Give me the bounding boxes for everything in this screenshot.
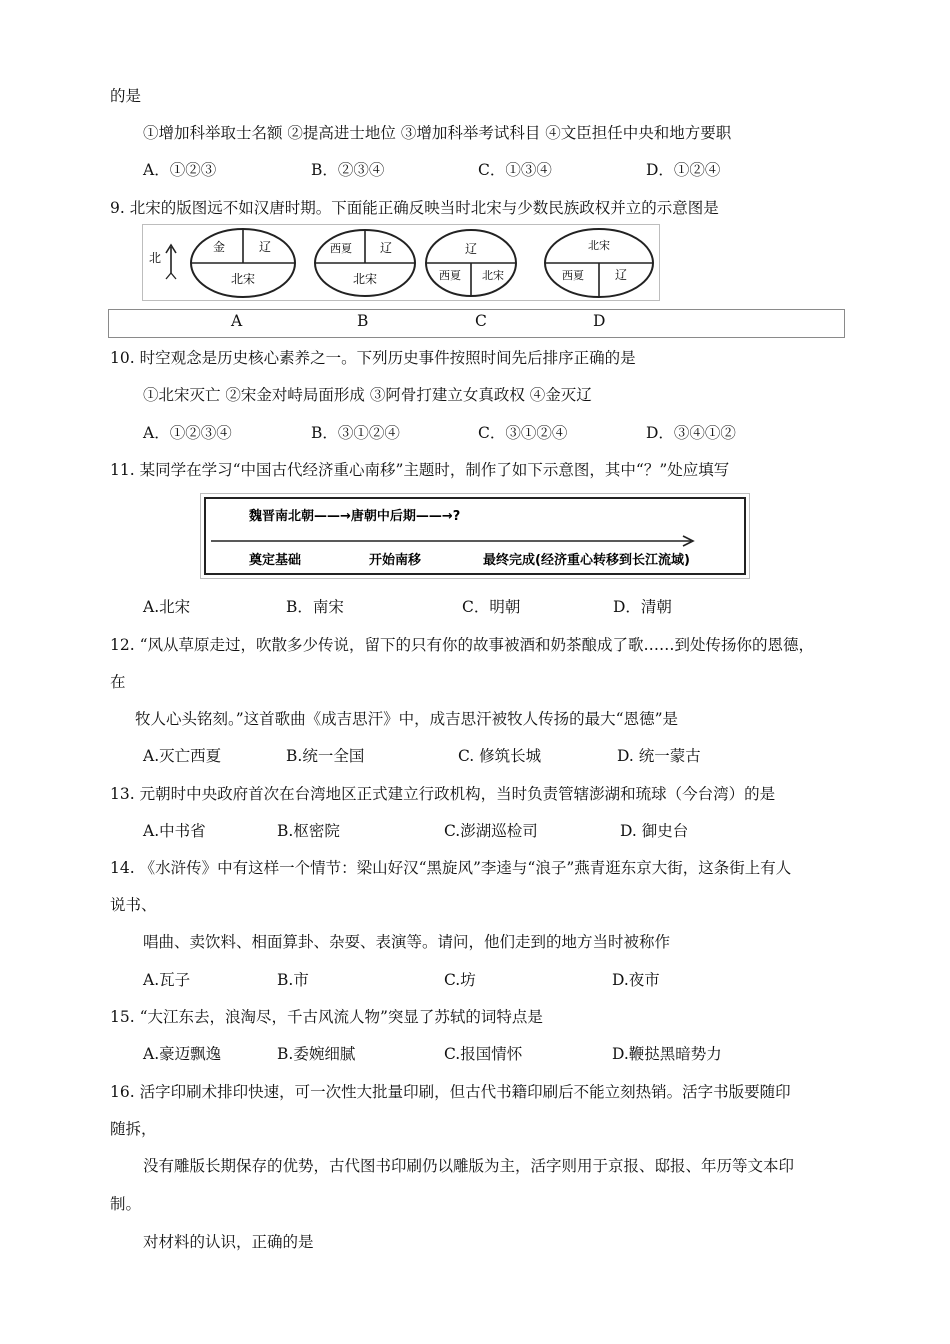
- q14-option-a: A.瓦子: [143, 971, 191, 989]
- q13-option-b: B.枢密院: [277, 822, 340, 840]
- q13-option-a: A.中书省: [143, 822, 206, 840]
- q11-stage-1: 奠定基础: [249, 553, 302, 568]
- q13-option-d: D. 御史台: [620, 822, 689, 840]
- map-diagram-b: [315, 230, 415, 296]
- q13-stem: 13. 元朝时中央政府首次在台湾地区正式建立行政机构，当时负责管辖澎湖和琉球（今台湾）的是: [110, 785, 776, 803]
- map-diagram-d: [545, 229, 653, 297]
- q16-line-4: 制。: [110, 1195, 142, 1213]
- q9-map-svg: [143, 225, 659, 300]
- q11-stage-2: 开始南移: [369, 553, 422, 568]
- diagram-c-bottom-right: 北宋: [482, 269, 504, 282]
- q8-items: ①增加科举取士名额 ②提高进士地位 ③增加科举考试科目 ④文臣担任中央和地方要职: [143, 124, 732, 142]
- diagram-c-top: 辽: [464, 242, 478, 256]
- q15-option-a: A.豪迈飘逸: [143, 1045, 222, 1063]
- q14-option-c: C.坊: [444, 971, 476, 989]
- q12-option-c: C. 修筑长城: [458, 747, 542, 765]
- q10-items: ①北宋灭亡 ②宋金对峙局面形成 ③阿骨打建立女真政权 ④金灭辽: [143, 386, 592, 404]
- diagram-d-bottom-right: 辽: [614, 268, 628, 282]
- q10-option-b: B．③①②④: [311, 424, 400, 442]
- diagram-d-top: 北宋: [588, 239, 610, 252]
- q11-diagram-svg: [201, 494, 749, 578]
- q8-option-a: A．①②③: [143, 161, 217, 179]
- q12-option-a: A.灭亡西夏: [143, 747, 222, 765]
- q9-caption-a: A: [231, 312, 243, 330]
- q15-stem: 15. “大江东去，浪淘尽，千古风流人物”突显了苏轼的词特点是: [110, 1008, 543, 1026]
- q12-option-d: D. 统一蒙古: [617, 747, 701, 765]
- q14-line-3: 唱曲、卖饮料、相面算卦、杂耍、表演等。请问，他们走到的地方当时被称作: [143, 933, 671, 951]
- q16-line-2: 随拆，: [110, 1120, 157, 1138]
- diagram-d-bottom-left: 西夏: [562, 269, 584, 282]
- q13-option-c: C.澎湖巡检司: [444, 822, 538, 840]
- q9-caption-d: D: [593, 312, 606, 330]
- q10-option-d: D．③④①②: [646, 424, 736, 442]
- diagram-a-top-left: 金: [212, 240, 226, 254]
- q11-option-d: D．清朝: [613, 598, 672, 616]
- q11-diagram: [200, 493, 750, 579]
- q11-diagram-top-text: 魏晋南北朝——→唐朝中后期——→?: [249, 509, 461, 524]
- q10-option-a: A．①②③④: [143, 424, 232, 442]
- q9-caption-c: C: [475, 312, 487, 330]
- q16-line-1: 16. 活字印刷术排印快速，可一次性大批量印刷，但古代书籍印刷后不能立刻热销。活字书版要随印: [110, 1083, 791, 1101]
- diagram-c-bottom-left: 西夏: [439, 269, 461, 282]
- q12-line-3: 牧人心头铭刻。”这首歌曲《成吉思汗》中，成吉思汗被牧人传扬的最大“恩德”是: [135, 710, 679, 728]
- q12-line-2: 在: [110, 673, 126, 691]
- q11-option-b: B．南宋: [286, 598, 344, 616]
- q15-option-d: D.鞭挞黑暗势力: [612, 1045, 722, 1063]
- map-diagram-a: [191, 229, 295, 297]
- q11-option-c: C．明朝: [462, 598, 521, 616]
- q14-option-d: D.夜市: [612, 971, 660, 989]
- q8-option-b: B．②③④: [311, 161, 385, 179]
- q9-map-figure: [142, 224, 660, 301]
- diagram-b-top-right: 辽: [379, 241, 393, 255]
- q9-stem: 9. 北宋的版图远不如汉唐时期。下面能正确反映当时北宋与少数民族政权并立的示意图是: [110, 199, 719, 217]
- diagram-b-bottom: 北宋: [352, 272, 378, 286]
- q16-line-3: 没有雕版长期保存的优势，古代图书印刷仍以雕版为主，活字则用于京报、邸报、年历等文本印: [143, 1157, 795, 1175]
- q10-stem: 10. 时空观念是历史核心素养之一。下列历史事件按照时间先后排序正确的是: [110, 349, 636, 367]
- q11-option-a: A.北宋: [143, 598, 191, 616]
- q8-option-d: D．①②④: [646, 161, 721, 179]
- q15-option-c: C.报国情怀: [444, 1045, 523, 1063]
- q9-caption-b: B: [357, 312, 369, 330]
- q12-option-b: B.统一全国: [286, 747, 365, 765]
- north-compass: [149, 245, 176, 279]
- q11-stem: 11. 某同学在学习“中国古代经济重心南移”主题时，制作了如下示意图，其中“？”处应填写: [110, 461, 730, 479]
- q16-line-5: 对材料的认识，正确的是: [143, 1233, 314, 1251]
- q10-option-c: C．③①②④: [478, 424, 568, 442]
- diagram-a-top-right: 辽: [258, 240, 272, 254]
- q8-stem-tail: 的是: [110, 87, 142, 105]
- q8-option-c: C．①③④: [478, 161, 552, 179]
- q15-option-b: B.委婉细腻: [277, 1045, 356, 1063]
- q14-line-1: 14. 《水浒传》中有这样一个情节：梁山好汉“黑旋风”李逵与“浪子”燕青逛东京大街，这条街上有人: [110, 859, 792, 877]
- q11-stage-3: 最终完成(经济重心转移到长江流域): [483, 553, 690, 568]
- map-diagram-c: [426, 230, 516, 296]
- diagram-a-bottom: 北宋: [230, 272, 256, 286]
- diagram-b-top-left: 西夏: [330, 242, 352, 255]
- q12-line-1: 12. “风从草原走过，吹散多少传说，留下的只有你的故事被酒和奶茶酿成了歌……到处传扬你的恩德，: [110, 636, 815, 654]
- compass-label: 北: [149, 251, 162, 265]
- q14-option-b: B.市: [277, 971, 309, 989]
- q14-line-2: 说书、: [110, 896, 157, 914]
